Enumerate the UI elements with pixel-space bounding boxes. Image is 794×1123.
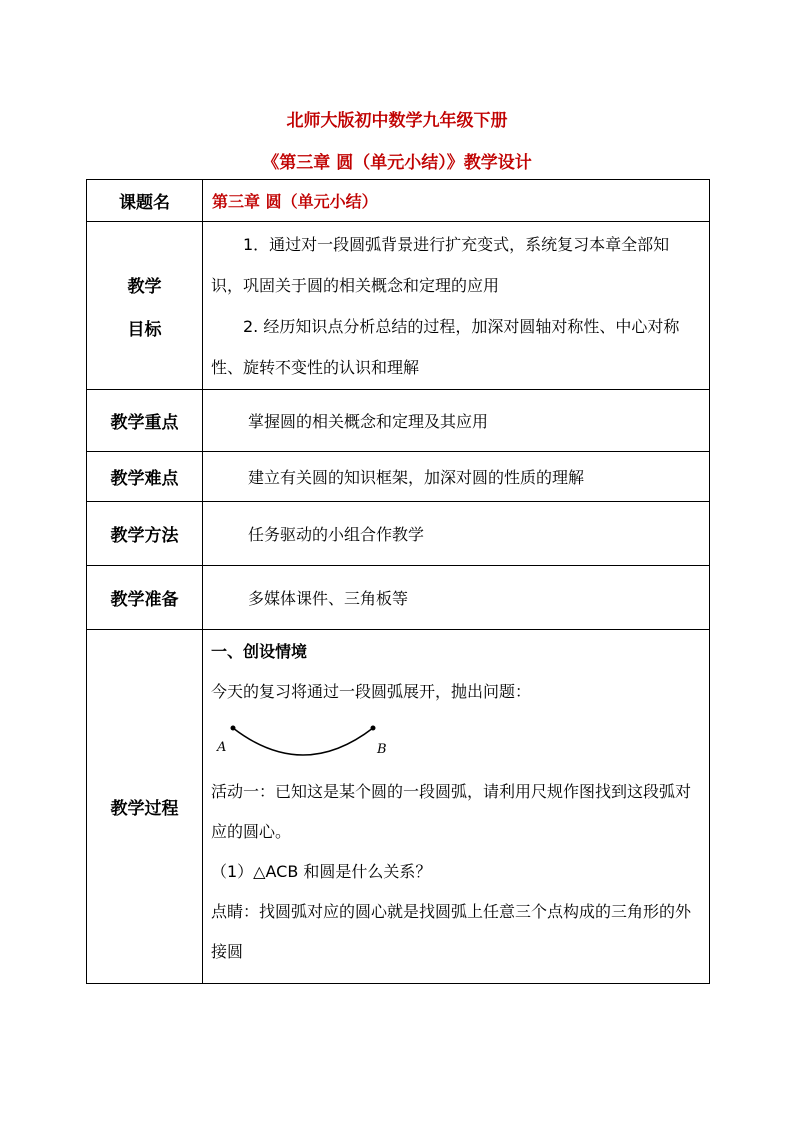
key-points-value: 掌握圆的相关概念和定理及其应用: [203, 390, 710, 452]
point-a-dot: [231, 726, 236, 731]
difficulties-label: 教学难点: [87, 452, 203, 502]
row-difficulties: [87, 452, 710, 502]
process-label: 教学过程: [87, 630, 203, 984]
row-preparation: [87, 566, 710, 630]
row-topic: [87, 180, 710, 222]
preparation-label: 教学准备: [87, 566, 203, 630]
process-section-title: 一、创设情境: [211, 642, 308, 661]
row-key-points: [87, 390, 710, 452]
row-method: [87, 502, 710, 566]
row-process: [87, 630, 710, 984]
topic-value: 第三章 圆（单元小结）: [203, 180, 710, 222]
method-value: 任务驱动的小组合作教学: [203, 502, 710, 566]
row-goals: [87, 222, 710, 390]
key-points-label: 教学重点: [87, 390, 203, 452]
preparation-value: 多媒体课件、三角板等: [203, 566, 710, 630]
doc-title-line-2: 《第三章 圆（单元小结）》教学设计: [262, 153, 532, 173]
arc-figure: [211, 712, 701, 772]
process-intro: 今天的复习将通过一段圆弧展开，抛出问题：: [211, 682, 532, 701]
point-b-dot: [371, 726, 376, 731]
process-hint: 点睛：找圆弧对应的圆心就是找圆弧上任意三个点构成的三角形的外接圆: [211, 902, 692, 961]
process-content: [203, 630, 710, 984]
process-question: （1）△ACB 和圆是什么关系？: [211, 862, 432, 881]
goals-label: [87, 222, 203, 390]
goal-item-2: 2. 经历知识点分析总结的过程，加深对圆轴对称性、中心对称性、旋转不变性的认识和理解: [211, 316, 680, 377]
doc-title-line-1: 北师大版初中数学九年级下册: [286, 111, 508, 131]
goals-label-line-1: 教学: [127, 276, 162, 297]
process-activity: 活动一：已知这是某个圆的一段圆弧，请利用尺规作图找到这段弧对应的圆心。: [211, 782, 692, 841]
topic-label: 课题名: [87, 180, 203, 222]
goals-content: [203, 222, 710, 390]
difficulties-value: 建立有关圆的知识框架，加深对圆的性质的理解: [203, 452, 710, 502]
point-b-label: B: [377, 742, 387, 757]
lesson-plan-table: [86, 179, 710, 984]
method-label: 教学方法: [87, 502, 203, 566]
point-a-label: A: [217, 740, 227, 755]
goal-item-1: 1．通过对一段圆弧背景进行扩充变式，系统复习本章全部知识，巩固关于圆的相关概念和定理的应用: [211, 234, 670, 295]
arc-curve: [233, 728, 373, 755]
goals-label-line-2: 目标: [127, 319, 162, 340]
